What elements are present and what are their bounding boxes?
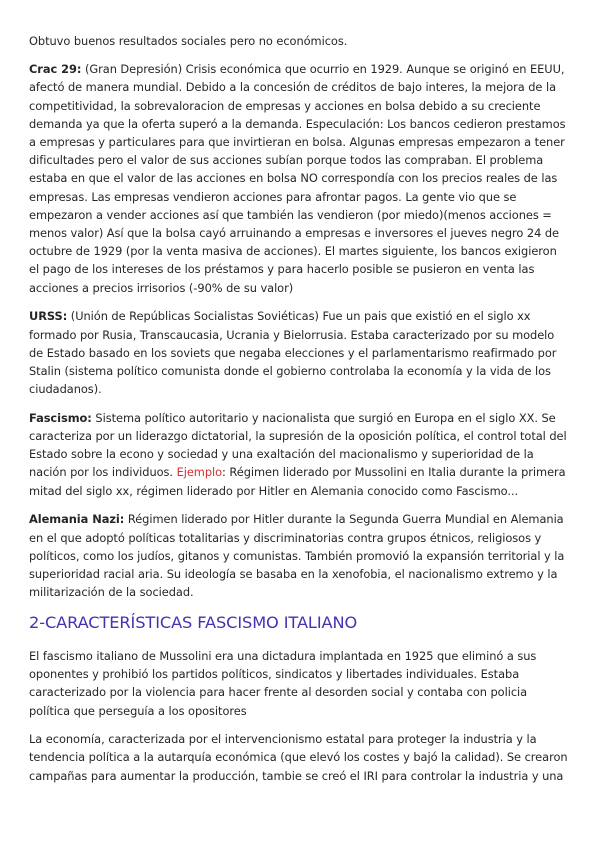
definition-text: (Unión de Repúblicas Socialistas Soviéticas) Fue un pais que existió en el siglo xx formado por Rusia, Transcaucasia, Ucrania y Bielorrusia. Estaba caracterizado por su modelo de Estado basado en los soviets que negaba elecciones y el parlamentarismo reafirmado por Stalin (sistema político comunista donde el gobierno controlaba la economía y la vida de los ciudadanos).	[29, 309, 557, 397]
section-paragraph: La economía, caracterizada por el intervencionismo estatal para proteger la industria y la tendencia política a la autarquía económica (que elevó los costes y bajó la calidad). Se crearon campañas para aumentar la producción, tambie se creó el IRI para controlar la industria y una	[29, 732, 568, 783]
definition-text: Régimen liderado por Hitler durante la Segunda Guerra Mundial en Alemania en el que adoptó políticas totalitarias y discriminatorias contra grupos étnicos, religiosos y políticos, como los judíos, gitanos y comunistas. También promovió la expansión territorial y la superioridad racial aria. Su ideología se basaba en la xenofobia, el nacionalismo extremo y la militarización de la sociedad.	[29, 512, 565, 600]
definition-term: Alemania Nazi:	[29, 512, 125, 527]
definition-crac-29	[29, 60, 570, 297]
example-text: : Régimen liderado por Mussolini en Italia durante la primera mitad del siglo xx, régimen liderado por Hitler en Alemania conocido como Fascismo...	[29, 465, 566, 498]
definition-text: Sistema político autoritario y nacionalista que surgió en Europa en el siglo XX. Se caracteriza por un liderazgo dictatorial, la supresión de la oposición política, el control total del Estado sobre la econo y sociedad y una exaltación del macionalismo y superioridad de la nación por los individuos.	[29, 410, 567, 480]
section-heading: 2-CARACTERÍSTICAS FASCISMO ITALIANO	[29, 612, 358, 632]
definition-term: Crac 29:	[29, 62, 82, 77]
example-label: Ejemplo	[176, 465, 223, 480]
definition-term: URSS:	[29, 309, 68, 324]
definition-fascismo	[29, 409, 570, 500]
definition-alemania-nazi	[29, 510, 570, 601]
intro-paragraph: Obtuvo buenos resultados sociales pero no económicos.	[29, 34, 348, 48]
definition-text: (Gran Depresión) Crisis económica que ocurrio en 1929. Aunque se originó en EEUU, afectó de manera mundial. Debido a la concesión de créditos de bajo interes, la mejora de la competitividad, la sobrevaloracion de empresas y acciones en bolsa debido a su creciente demanda ya que la oferta superó a la demanda. Especulación: Los bancos cedieron prestamos a empresas y particulares para que invirtieran en bolsa. Algunas empresas empezaron a tener dificultades pero el valor de sus acciones subían porque todos las compraban. El problema estaba en que el valor de las acciones en bolsa NO correspondía con los precios reales de las empresas. Las empresas vendieron acciones para afrontar pagos. La gente vio que se empezaron a vender acciones así que también las vendieron (por miedo)(menos acciones = menos valor) Así que la bolsa cayó arruinando a empresas e inversores el jueves negro 24 de octubre de 1929 (por la venta masiva de acciones). El martes siguiente, los bancos exigieron el pago de los intereses de los préstamos y para hacerlo posible se pusieron en venta las acciones a precios irrisorios (-90% de su valor)	[29, 62, 566, 295]
definition-term: Fascismo:	[29, 410, 92, 425]
section-paragraph: El fascismo italiano de Mussolini era una dictadura implantada en 1925 que eliminó a sus oponentes y prohibió los partidos políticos, sindicatos y libertades individuales. Estaba caracterizado por la violencia para hacer frente al desorden social y contaba con policia política que perseguía a los opositores	[29, 648, 537, 718]
definition-urss	[29, 307, 570, 398]
